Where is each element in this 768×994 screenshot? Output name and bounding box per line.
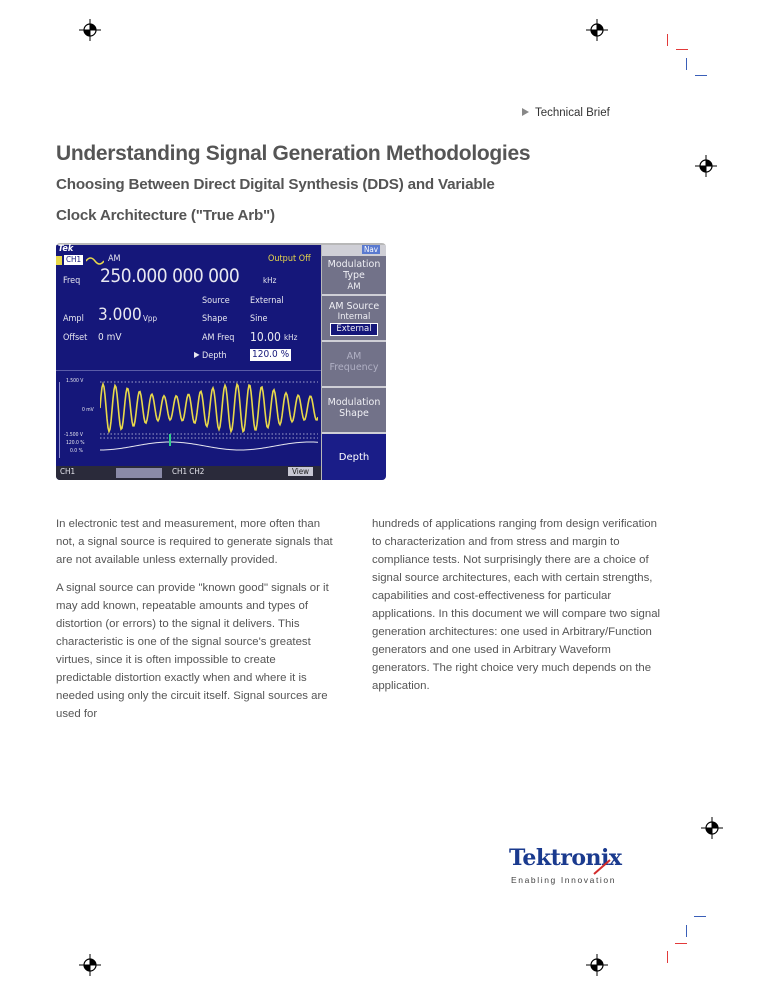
freq-label: Freq (63, 276, 81, 286)
freq-value: 250.000 000 000 (100, 265, 240, 287)
subtitle-line: Choosing Between Direct Digital Synthesis (DDS) and Variable (56, 176, 495, 193)
softkey-am-source[interactable]: AM Source Internal External (322, 296, 386, 340)
source-label: Source (202, 296, 230, 306)
crop-mark (675, 943, 687, 944)
mode-label: AM (108, 254, 121, 264)
lcd-display (56, 245, 321, 480)
channel-label: CH1 (66, 255, 82, 264)
amfreq-unit: kHz (284, 333, 298, 342)
crop-mark (667, 34, 668, 46)
body-column-right (372, 515, 662, 705)
registration-mark-icon (586, 954, 608, 976)
registration-mark-icon (701, 817, 723, 839)
waveform-plot (100, 378, 318, 462)
tek-logo: Tek (58, 244, 74, 254)
softkey-panel (322, 245, 386, 480)
shape-label: Shape (202, 314, 228, 324)
channel-indicator (56, 256, 62, 265)
status-waveform-tab (116, 468, 162, 478)
softkey-am-frequency[interactable]: AM Frequency (322, 342, 386, 386)
amfreq-value: 10.00 (250, 330, 281, 344)
crop-mark (686, 58, 687, 70)
paragraph: In electronic test and measurement, more often than not, a signal source is required to generate signals that are not available unless externally provided. (56, 518, 333, 566)
page-title: Understanding Signal Generation Methodologies (56, 142, 531, 165)
ampl-unit: Vpp (143, 314, 158, 323)
source-value: External (250, 296, 284, 306)
crop-mark (694, 916, 706, 917)
softkey-depth[interactable]: Depth (322, 434, 386, 480)
tektronix-logo: Tektronix (509, 845, 622, 871)
scale-bottom: -1.500 V (64, 432, 84, 438)
scale-bar (59, 382, 60, 458)
sine-wave-icon (86, 257, 104, 265)
body-column-left (56, 515, 334, 733)
registration-mark-icon (79, 19, 101, 41)
shape-value: Sine (250, 314, 268, 324)
logo-slogan: Enabling Innovation (511, 875, 617, 885)
crop-mark (695, 75, 707, 76)
instrument-screen (56, 243, 386, 480)
offset-value: 0 mV (98, 332, 122, 343)
nav-badge: Nav (364, 245, 379, 254)
view-button[interactable]: View (288, 467, 313, 476)
logo-slash-icon (592, 858, 612, 876)
registration-mark-icon (79, 954, 101, 976)
output-status: Output Off (268, 254, 311, 264)
section-tag: Technical Brief (522, 107, 610, 119)
subtitle-line: Clock Architecture ("True Arb") (56, 207, 275, 224)
triangle-bullet-icon (522, 108, 529, 116)
freq-unit: kHz (263, 276, 277, 285)
softkey-modulation-shape[interactable]: Modulation Shape (322, 388, 386, 432)
status-channel: CH1 (60, 467, 76, 476)
status-bar (56, 466, 321, 480)
depth-label: Depth (202, 351, 227, 361)
scale-mid: 0 mV (82, 407, 94, 413)
divider (56, 370, 321, 371)
softkey-modulation-type[interactable]: Modulation Type AM (322, 256, 386, 294)
scale-pct-bottom: 0.0 % (70, 448, 83, 454)
status-channels: CH1 CH2 (172, 467, 205, 476)
pointer-icon: ▶ (194, 350, 200, 359)
crop-mark (667, 951, 668, 963)
amfreq-label: AM Freq (202, 333, 235, 343)
paragraph: hundreds of applications ranging from design verification to characterization and from stress and margin to compliance tests. Not surprisingly there are a choice of signal source architectures, each with certain strengths, capabilities and cost-effectiveness for particular applications. In this document we will compare two signal generation architectures: one used in Arbitrary/Function generators and one used in Arbitrary Waveform generators. The right choice very much depends on the application. (372, 518, 661, 692)
registration-mark-icon (586, 19, 608, 41)
offset-label: Offset (63, 333, 88, 343)
scale-top: 1.500 V (66, 378, 84, 384)
registration-mark-icon (695, 155, 717, 177)
crop-mark (676, 49, 688, 50)
modulation-trace (100, 442, 318, 450)
paragraph: A signal source can provide "known good" signals or it may add known, repeatable amounts and types of distortion (or errors) to the signal it delivers. This characteristic is one of the signal source's greatest virtues, since it is often impossible to create predictable distortion exactly when and where it is needed using only the circuit itself. Signal sources are used for (56, 582, 329, 720)
ampl-value: 3.000 (98, 305, 142, 325)
scale-pct-top: 120.0 % (66, 440, 85, 446)
crop-mark (686, 925, 687, 937)
depth-value: 120.0 % (252, 349, 290, 360)
carrier-trace (100, 384, 318, 432)
ampl-label: Ampl (63, 314, 84, 324)
